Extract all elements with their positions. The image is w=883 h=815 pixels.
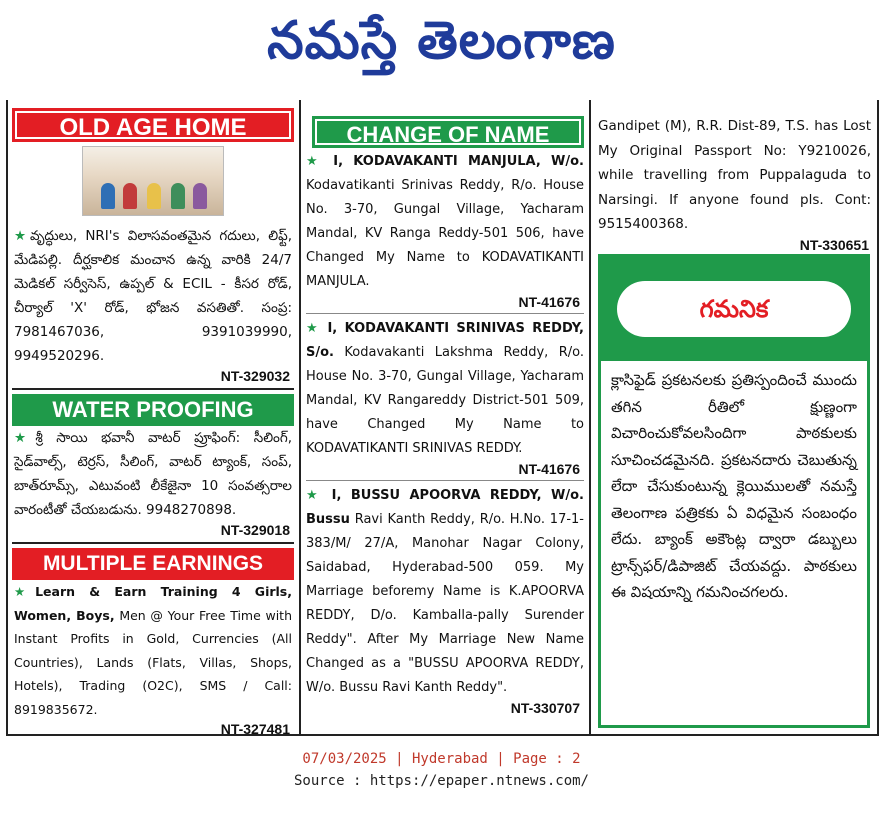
change-of-name-ad xyxy=(302,150,588,294)
ad-code: NT-41676 xyxy=(518,294,580,310)
ad-person-name: I, BUSSU APOORVA REDDY, W/o. Bussu xyxy=(306,488,584,527)
ad-divider xyxy=(306,480,584,481)
star-icon: ★ xyxy=(306,488,323,503)
ad-code: NT-330651 xyxy=(799,236,869,253)
old-age-home-text: వృద్ధులు, NRI's విలాసవంతమైన గదులు, లిఫ్ట్, మేడిపల్లి. దీర్ఘకాలిక మంచాన ఉన్న వారికి 24/7 మెడికల్ సర్వీసెస్, ఉప్పల్ & ECIL - కీసర రోడ్, చీర్యాల్ 'X' రోడ్, భోజన వసతితో. సంప్ర: 7981467036, 9391039990, 9949520296. xyxy=(14,228,293,364)
ad-code: NT-329032 xyxy=(220,368,290,384)
ad-code: NT-41676 xyxy=(518,461,580,477)
classifieds-page xyxy=(6,100,879,736)
change-of-name-ad xyxy=(302,317,588,461)
column-left xyxy=(8,100,298,734)
column-right xyxy=(592,100,877,734)
change-of-name-text: Kodavakanti Lakshma Reddy, R/o. House No. 3-70, Gungal Village, Yacharam Mandal, KV Rangareddy District-501 509, have Changed My Name to KODAVATIKANTI SRINIVAS REDDY. xyxy=(306,345,584,456)
notice-title: గమనిక xyxy=(617,281,851,337)
water-proofing-ad xyxy=(8,426,298,522)
change-of-name-header: CHANGE OF NAME xyxy=(312,116,584,148)
old-age-home-ad xyxy=(8,224,298,368)
star-icon: ★ xyxy=(14,430,36,446)
old-age-home-header: OLD AGE HOME xyxy=(12,108,294,142)
footer-source-line: Source : https://epaper.ntnews.com/ xyxy=(293,773,589,789)
water-proofing-header: WATER PROOFING xyxy=(12,394,294,426)
column-middle xyxy=(302,100,588,734)
multiple-earnings-ad xyxy=(8,580,298,721)
multiple-earnings-lead: Learn & Earn Training 4 Girls, Women, Boys, xyxy=(14,584,292,623)
star-icon: ★ xyxy=(306,321,321,336)
ad-person-name: I, KODAVAKANTI SRINIVAS REDDY, S/o. xyxy=(306,321,584,360)
masthead-title: నమస్తే తెలంగాణ xyxy=(267,10,616,71)
column-divider xyxy=(589,100,591,734)
ad-divider xyxy=(12,542,294,544)
notice-box xyxy=(598,254,870,728)
lost-passport-ad: Gandipet (M), R.R. Dist-89, T.S. has Lost My Original Passport No: Y9210026, while travelling from Puppalaguda to Narsingi. If anyone found pls. Cont: 9515400368. xyxy=(598,118,871,232)
masthead xyxy=(0,0,883,92)
ad-code: NT-329018 xyxy=(220,522,290,538)
star-icon: ★ xyxy=(306,154,324,169)
star-icon: ★ xyxy=(14,228,31,244)
change-of-name-text: Ravi Kanth Reddy, R/o. H.No. 17-1-383/M/ 27/A, Manohar Nagar Colony, Saidabad, Hyderabad-500 059. My Marriage beforemy Name is K.APOORVA REDDY, D/o. Kamballa-pally Surender Reddy". After My Marriage New Name Changed as a "BUSSU APOORVA REDDY, W/o. Bussu Ravi Kanth Reddy". xyxy=(306,512,584,695)
multiple-earnings-text: Men @ Your Free Time with Instant Profits in Gold, Currencies (All Countries), Lands (Flats, Villas, Shops, Hotels), Trading (O2C), SMS / Call: 8919835672. xyxy=(14,607,292,717)
old-age-home-photo xyxy=(82,146,224,216)
ad-code: NT-330707 xyxy=(510,700,580,716)
ad-divider xyxy=(306,313,584,314)
footer xyxy=(0,748,883,792)
ad-divider xyxy=(12,388,294,390)
change-of-name-text: Kodavatikanti Srinivas Reddy, R/o. House No. 3-70, Gungal Village, Yacharam Mandal, KV Ranga Reddy-501 506, have Changed My Name to KODAVATIKANTI MANJULA. xyxy=(306,178,584,289)
column-divider xyxy=(299,100,301,734)
ad-person-name: I, KODAVAKANTI MANJULA, W/o. xyxy=(333,154,584,169)
water-proofing-text: శ్రీ సాయి భవానీ వాటర్ ప్రూఫింగ్: సీలింగ్, సైడ్‌వాల్స్, టెర్రస్, సీలింగ్, వాటర్ ట్యాంక్, సంప్, బాత్‌రూమ్స్, ఎటువంటి లీకేజైనా 10 సంవత్సరాల వారంటీతో చేయబడును. 9948270898. xyxy=(14,430,292,518)
footer-date-line: 07/03/2025 | Hyderabad | Page : 2 xyxy=(302,751,581,767)
change-of-name-ad xyxy=(302,484,588,700)
star-icon: ★ xyxy=(14,584,36,599)
ad-code: NT-327481 xyxy=(220,721,290,734)
multiple-earnings-header: MULTIPLE EARNINGS xyxy=(12,548,294,580)
notice-header-band xyxy=(601,257,867,361)
notice-body: క్లాసిఫైడ్ ప్రకటనలకు ప్రతిస్పందించే ముందు తగిన రీతిలో క్షుణ్ణంగా విచారించుకోవలసిందిగా పాఠకులకు సూచించడమైనది. ప్రకటనదారు చెబుతున్న లేదా చేసుకుంటున్న క్లెయిములతో నమస్తే తెలంగాణ పత్రికకు ఏ విధమైన సంబంధం లేదు. బ్యాంక్ అకౌంట్ల ద్వారా డబ్బులు ట్రాన్స్‌ఫర్/డిపాజిట్ చేయవద్దు. పాఠకులు ఈ విషయాన్ని గమనించగలరు. xyxy=(601,361,867,606)
